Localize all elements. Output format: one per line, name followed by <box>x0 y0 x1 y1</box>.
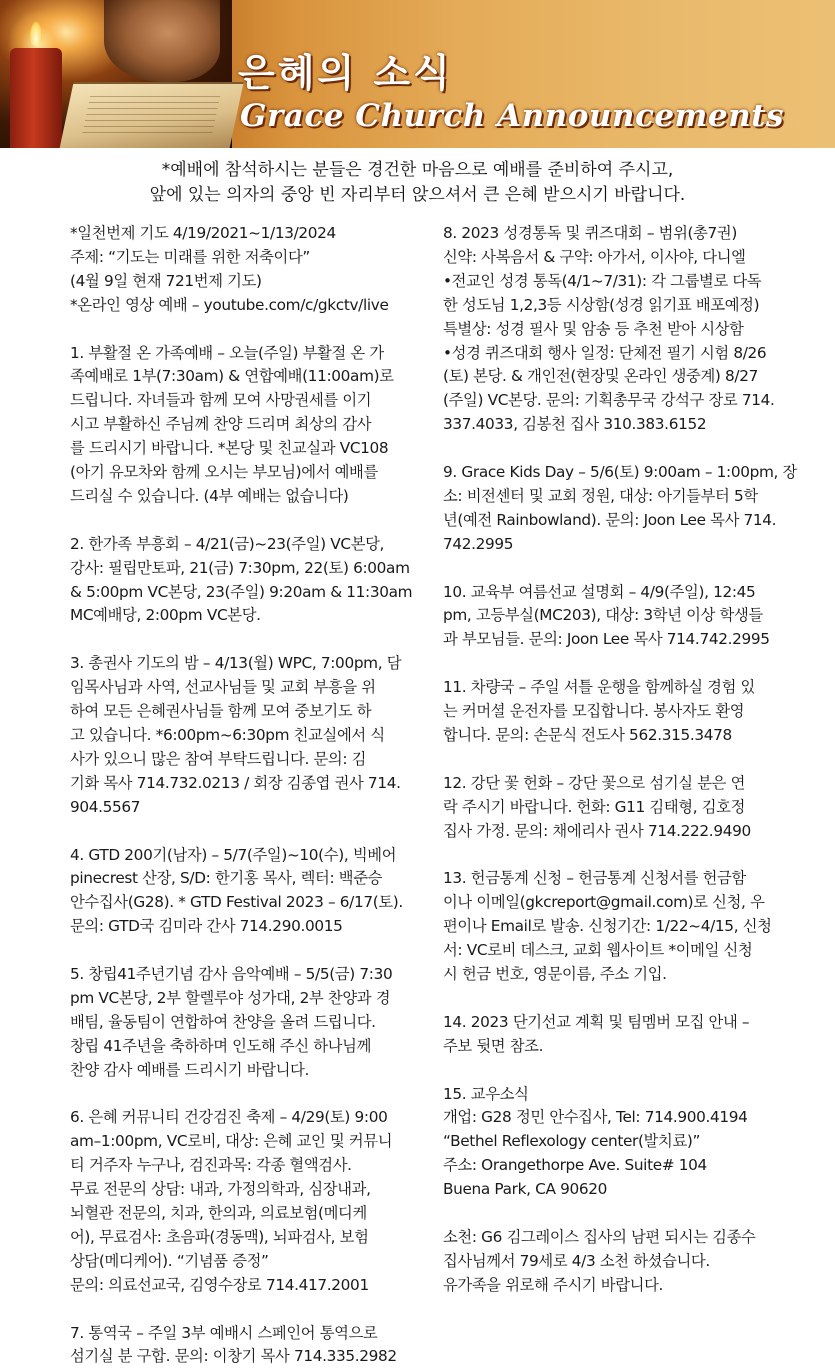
announcement-line: 문의: 의료선교국, 김영수장로 714.417.2001 <box>70 1275 369 1294</box>
announcement-line: 유가족을 위로해 주시기 바랍니다. <box>443 1275 664 1294</box>
paragraph-spacer <box>443 748 795 772</box>
paragraph-spacer <box>70 318 432 342</box>
announcements-right-column <box>443 222 795 1298</box>
announcement-line: “Bethel Reflexology center(발치료)” <box>443 1132 701 1151</box>
announcement-line: Buena Park, CA 90620 <box>443 1180 607 1199</box>
announcement-line: 족예배로 1부(7:30am) & 연합예배(11:00am)로 <box>70 367 394 386</box>
announcement-line: pinecrest 산장, S/D: 한기홍 목사, 렉터: 백준승 <box>70 869 383 888</box>
page-title: 은혜의 소식 <box>238 51 453 95</box>
paragraph-spacer <box>70 509 432 533</box>
announcement-line: •전교인 성경 통독(4/1~7/31): 각 그룹별로 다독 <box>443 271 762 290</box>
announcement-line: 14. 2023 단기선교 계획 및 팀멤버 모집 안내 – <box>443 1012 750 1031</box>
announcement-line: am–1:00pm, VC로비, 대상: 은혜 교인 및 커뮤니 <box>70 1132 393 1151</box>
announcement-line: 3. 총권사 기도의 밤 – 4/13(월) WPC, 7:00pm, 담 <box>70 654 402 673</box>
announcement-line: 고 있습니다. *6:00pm~6:30pm 친교실에서 식 <box>70 725 385 744</box>
announcement-line: 13. 헌금통계 신청 – 헌금통계 신청서를 헌금함 <box>443 869 746 888</box>
announcements-left-column <box>70 222 432 1369</box>
paragraph-spacer <box>443 844 795 868</box>
paragraph-spacer <box>443 1202 795 1226</box>
announcement-line: 무료 전문의 상담: 내과, 가정의학과, 심장내과, <box>70 1180 371 1199</box>
announcement-line: 1. 부활절 온 가족예배 – 오늘(주일) 부활절 온 가 <box>70 343 384 362</box>
announcement-line: 편이나 Email로 발송. 신청기간: 1/22~4/15, 신청 <box>443 917 772 936</box>
paragraph-spacer <box>443 437 795 461</box>
announcement-line: 7. 통역국 – 주일 3부 예배시 스페인어 통역으로 <box>70 1323 378 1342</box>
intro-line: *예배에 참석하시는 분들은 경건한 마음으로 예배를 준비하여 주시고, <box>161 160 674 180</box>
announcement-line: *온라인 영상 예배 – youtube.com/c/gkctv/live <box>70 295 389 314</box>
page-subtitle: Grace Church Announcements <box>240 98 784 134</box>
announcement-line: 어), 무료검사: 초음파(경동맥), 뇌파검사, 보험 <box>70 1227 369 1246</box>
announcement-line: pm, 고등부실(MC203), 대상: 3학년 이상 학생들 <box>443 606 763 625</box>
announcement-line: 시고 부활하신 주님께 찬양 드리며 최상의 감사 <box>70 415 372 434</box>
announcement-line: (토) 본당. & 개인전(현장및 온라인 생중계) 8/27 <box>443 367 758 386</box>
announcement-line: 이나 이메일(gkcreport@gmail.com)로 신청, 우 <box>443 893 765 912</box>
announcement-line: & 5:00pm VC본당, 23(주일) 9:20am & 11:30am <box>70 582 413 601</box>
candle-icon <box>10 48 62 148</box>
announcement-line: 뇌혈관 전문의, 치과, 한의과, 의료보험(메디케 <box>70 1204 367 1223</box>
announcement-line: 주보 뒷면 참조. <box>443 1036 544 1055</box>
paragraph-spacer <box>443 987 795 1011</box>
announcement-line: 소: 비전센터 및 교회 정원, 대상: 아기들부터 5학 <box>443 486 758 505</box>
announcement-line: 강사: 필립만토파, 21(금) 7:30pm, 22(토) 6:00am <box>70 558 410 577</box>
announcement-line: 상담(메디케어). “기념품 증정” <box>70 1251 269 1270</box>
announcement-line: 특별상: 성경 필사 및 암송 등 추천 받아 시상함 <box>443 319 744 338</box>
paragraph-spacer <box>70 1083 432 1107</box>
announcement-line: 하여 모든 은혜권사님들 함께 모여 중보기도 하 <box>70 702 372 721</box>
announcement-line: 시 헌금 번호, 영문이름, 주소 기입. <box>443 965 667 984</box>
announcement-line: (주일) VC본당. 문의: 기획총무국 강석구 장로 714. <box>443 391 775 410</box>
announcement-line: 년(예전 Rainbowland). 문의: Joon Lee 목사 714. <box>443 510 777 529</box>
intro-line: 앞에 있는 의자의 중앙 빈 자리부터 앉으셔서 큰 은혜 받으시기 바랍니다. <box>149 185 686 205</box>
announcement-line: 10. 교육부 여름선교 설명회 – 4/9(주일), 12:45 <box>443 582 756 601</box>
praying-hands-image <box>104 0 220 82</box>
announcement-line: *일천번제 기도 4/19/2021~1/13/2024 <box>70 224 336 242</box>
announcement-line: 를 드리시기 바랍니다. *본당 및 친교실과 VC108 <box>70 439 389 458</box>
announcement-line: 사가 있으니 많은 참여 부탁드립니다. 문의: 김 <box>70 749 367 768</box>
paragraph-spacer <box>443 557 795 581</box>
paragraph-spacer <box>70 820 432 844</box>
announcement-line: 8. 2023 성경통독 및 퀴즈대회 – 범위(총7권) <box>443 224 737 242</box>
announcement-line: pm VC본당, 2부 할렐루야 성가대, 2부 찬양과 경 <box>70 988 391 1007</box>
announcement-line: 신약: 사복음서 & 구약: 아가서, 이사야, 다니엘 <box>443 247 746 266</box>
announcement-line: MC예배당, 2:00pm VC본당. <box>70 606 261 625</box>
announcement-line: 주소: Orangethorpe Ave. Suite# 104 <box>443 1156 707 1175</box>
paragraph-spacer <box>70 939 432 963</box>
announcement-line: 안수집사(G28). * GTD Festival 2023 – 6/17(토). <box>70 893 403 912</box>
announcement-line: (4월 9일 현재 721번제 기도) <box>70 271 262 290</box>
flame-icon <box>30 22 42 46</box>
announcement-line: 337.4033, 김봉천 집사 310.383.6152 <box>443 415 707 434</box>
announcement-line: 섬기실 분 구합. 문의: 이창기 목사 714.335.2982 <box>70 1347 397 1366</box>
paragraph-spacer <box>70 628 432 652</box>
announcement-line: 과 부모님들. 문의: Joon Lee 목사 714.742.2995 <box>443 630 770 649</box>
announcement-line: 한 성도님 1,2,3등 시상함(성경 읽기표 배포예정) <box>443 295 760 314</box>
announcement-line: 6. 은혜 커뮤니티 건강검진 축제 – 4/29(토) 9:00 <box>70 1108 388 1127</box>
paragraph-spacer <box>443 652 795 676</box>
announcement-line: •성경 퀴즈대회 행사 일정: 단체전 필기 시험 8/26 <box>443 343 767 362</box>
announcement-line: 15. 교우소식 <box>443 1084 529 1103</box>
announcement-line: 드리실 수 있습니다. (4부 예배는 없습니다) <box>70 486 349 505</box>
announcement-line: 2. 한가족 부흥회 – 4/21(금)~23(주일) VC본당, <box>70 534 385 553</box>
announcement-line: 문의: GTD국 김미라 간사 714.290.0015 <box>70 917 343 936</box>
announcement-line: 12. 강단 꽃 헌화 – 강단 꽃으로 섬기실 분은 연 <box>443 773 746 792</box>
announcement-line: 배팀, 율동팀이 연합하여 찬양을 올려 드립니다. <box>70 1012 376 1031</box>
announcement-line: 4. GTD 200기(남자) – 5/7(주일)~10(수), 빅베어 <box>70 845 397 864</box>
announcement-line: 창립 41주년을 축하하며 인도해 주신 하나님께 <box>70 1036 372 1055</box>
announcement-line: 임목사님과 사역, 선교사님들 및 교회 부흥을 위 <box>70 678 376 697</box>
announcement-line: 기화 목사 714.732.0213 / 회장 김종엽 권사 714. <box>70 773 401 792</box>
announcement-line: 주제: “기도는 미래를 위한 저축이다” <box>70 247 310 266</box>
announcement-line: 집사 가정. 문의: 채에리사 권사 714.222.9490 <box>443 821 751 840</box>
announcement-line: 는 커머셜 운전자를 모집합니다. 봉사자도 환영 <box>443 702 745 721</box>
announcement-line: 904.5567 <box>70 797 141 816</box>
announcement-line: 개업: G28 정민 안수집사, Tel: 714.900.4194 <box>443 1108 748 1127</box>
announcement-line: 드립니다. 자녀들과 함께 모여 사망권세를 이기 <box>70 391 372 410</box>
announcement-line: (아기 유모차와 함께 오시는 부모님)에서 예배를 <box>70 463 378 482</box>
prayer-candle-image <box>0 0 232 148</box>
announcement-line: 11. 차량국 – 주일 셔틀 운행을 함께하실 경험 있 <box>443 678 755 697</box>
announcement-line: 742.2995 <box>443 534 514 553</box>
announcement-line: 9. Grace Kids Day – 5/6(토) 9:00am – 1:00pm, 장 <box>443 463 797 482</box>
paragraph-spacer <box>70 1298 432 1322</box>
announcement-line: 5. 창립41주년기념 감사 음악예배 – 5/5(금) 7:30 <box>70 965 393 984</box>
announcement-line: 찬양 감사 예배를 드리시기 바랍니다. <box>70 1060 309 1079</box>
announcement-line: 집사님께서 79세로 4/3 소천 하셨습니다. <box>443 1251 710 1270</box>
announcement-line: 티 거주자 누구나, 검진과목: 각종 혈액검사. <box>70 1156 352 1175</box>
announcement-line: 락 주시기 바랍니다. 헌화: G11 김태형, 김호정 <box>443 797 746 816</box>
announcement-line: 소천: G6 김그레이스 집사의 남편 되시는 김종수 <box>443 1227 756 1246</box>
intro-notice <box>0 158 835 208</box>
bible-text-lines <box>82 96 221 136</box>
announcement-line: 합니다. 문의: 손문식 전도사 562.315.3478 <box>443 725 732 744</box>
header-banner <box>0 0 835 148</box>
announcement-line: 서: VC로비 데스크, 교회 웹사이트 *이메일 신청 <box>443 941 753 960</box>
paragraph-spacer <box>443 1059 795 1083</box>
